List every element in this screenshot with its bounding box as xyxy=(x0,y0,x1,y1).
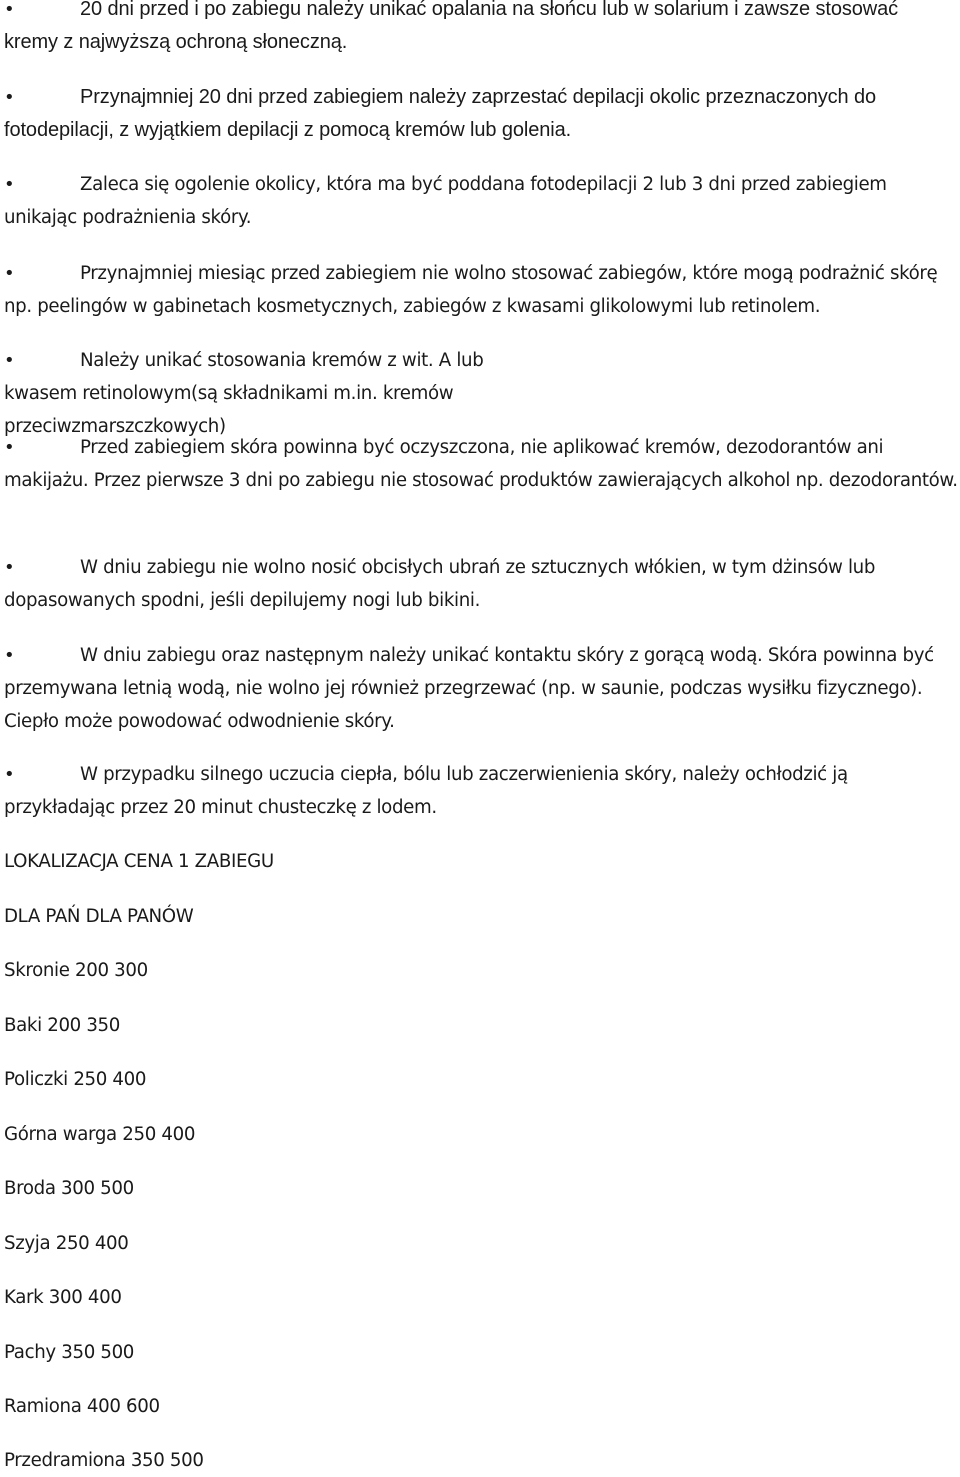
price-row: Pachy 350 500 xyxy=(4,1342,135,1363)
bullet-item xyxy=(4,168,960,234)
bullet-text: 20 dni przed i po zabiegu należy unikać opalania na słońcu lub w solarium i zawsze stosować kremy z najwyższą ochroną słoneczną. xyxy=(4,0,899,53)
bullet-icon: • xyxy=(4,645,15,666)
bullet-text: Zaleca się ogolenie okolicy, która ma być poddana fotodepilacji 2 lub 3 dni przed zabiegiem unikając podrażnienia skóry. xyxy=(4,174,887,228)
bullet-text: Przynajmniej 20 dni przed zabiegiem należy zaprzestać depilacji okolic przeznaczonych do fotodepilacji, z wyjątkiem depilacji z pomocą kremów lub golenia. xyxy=(4,86,877,141)
bullet-text: Przynajmniej miesiąc przed zabiegiem nie wolno stosować zabiegów, które mogą podrażnić skórę np. peelingów w gabinetach kosmetycznych, zabiegów z kwasami glikolowymi lub retinolem. xyxy=(4,263,938,317)
price-table-header: LOKALIZACJA CENA 1 ZABIEGU xyxy=(4,851,274,872)
bullet-item xyxy=(4,431,960,497)
bullet-icon: • xyxy=(4,437,15,458)
bullet-icon: • xyxy=(4,87,15,108)
bullet-item xyxy=(4,758,960,824)
price-row: Górna warga 250 400 xyxy=(4,1124,196,1145)
bullet-text: W przypadku silnego uczucia ciepła, bólu lub zaczerwienienia skóry, należy ochłodzić ją przykładając przez 20 minut chusteczkę z lodem. xyxy=(4,764,848,818)
price-row: Broda 300 500 xyxy=(4,1178,134,1199)
bullet-text: Należy unikać stosowania kremów z wit. A lub kwasem retinolowym(są składnikami m.in. kremów przeciwzmarszczkowych) xyxy=(4,350,484,437)
bullet-icon: • xyxy=(4,764,15,785)
price-table-subheader: DLA PAŃ DLA PANÓW xyxy=(4,906,194,927)
price-row: Ramiona 400 600 xyxy=(4,1396,160,1417)
price-row: Kark 300 400 xyxy=(4,1287,122,1308)
price-row: Przedramiona 350 500 xyxy=(4,1450,204,1471)
bullet-icon: • xyxy=(4,557,15,578)
bullet-item xyxy=(4,639,960,738)
bullet-text: W dniu zabiegu nie wolno nosić obcisłych ubrań ze sztucznych włókien, w tym dżinsów lub dopasowanych spodni, jeśli depilujemy nogi lub bikini. xyxy=(4,557,876,611)
bullet-item xyxy=(4,0,960,59)
bullet-text: Przed zabiegiem skóra powinna być oczyszczona, nie aplikować kremów, dezodorantów ani makijażu. Przez pierwsze 3 dni po zabiegu nie stosować produktów zawierających alkohol np. dezodorantów. xyxy=(4,437,958,491)
price-row: Skronie 200 300 xyxy=(4,960,148,981)
price-row: Szyja 250 400 xyxy=(4,1233,129,1254)
bullet-item xyxy=(4,551,960,617)
bullet-item xyxy=(4,344,960,443)
bullet-item xyxy=(4,257,960,323)
bullet-text: W dniu zabiegu oraz następnym należy unikać kontaktu skóry z gorącą wodą. Skóra powinna być przemywana letnią wodą, nie wolno jej również przegrzewać (np. w saunie, podczas wysiłku fizycznego). Ciepło może powodować odwodnienie skóry. xyxy=(4,645,934,732)
price-row: Policzki 250 400 xyxy=(4,1069,147,1090)
bullet-icon: • xyxy=(4,350,15,371)
bullet-icon: • xyxy=(4,174,15,195)
bullet-item xyxy=(4,81,960,147)
price-row: Baki 200 350 xyxy=(4,1015,120,1036)
bullet-icon: • xyxy=(4,0,15,20)
bullet-icon: • xyxy=(4,263,15,284)
